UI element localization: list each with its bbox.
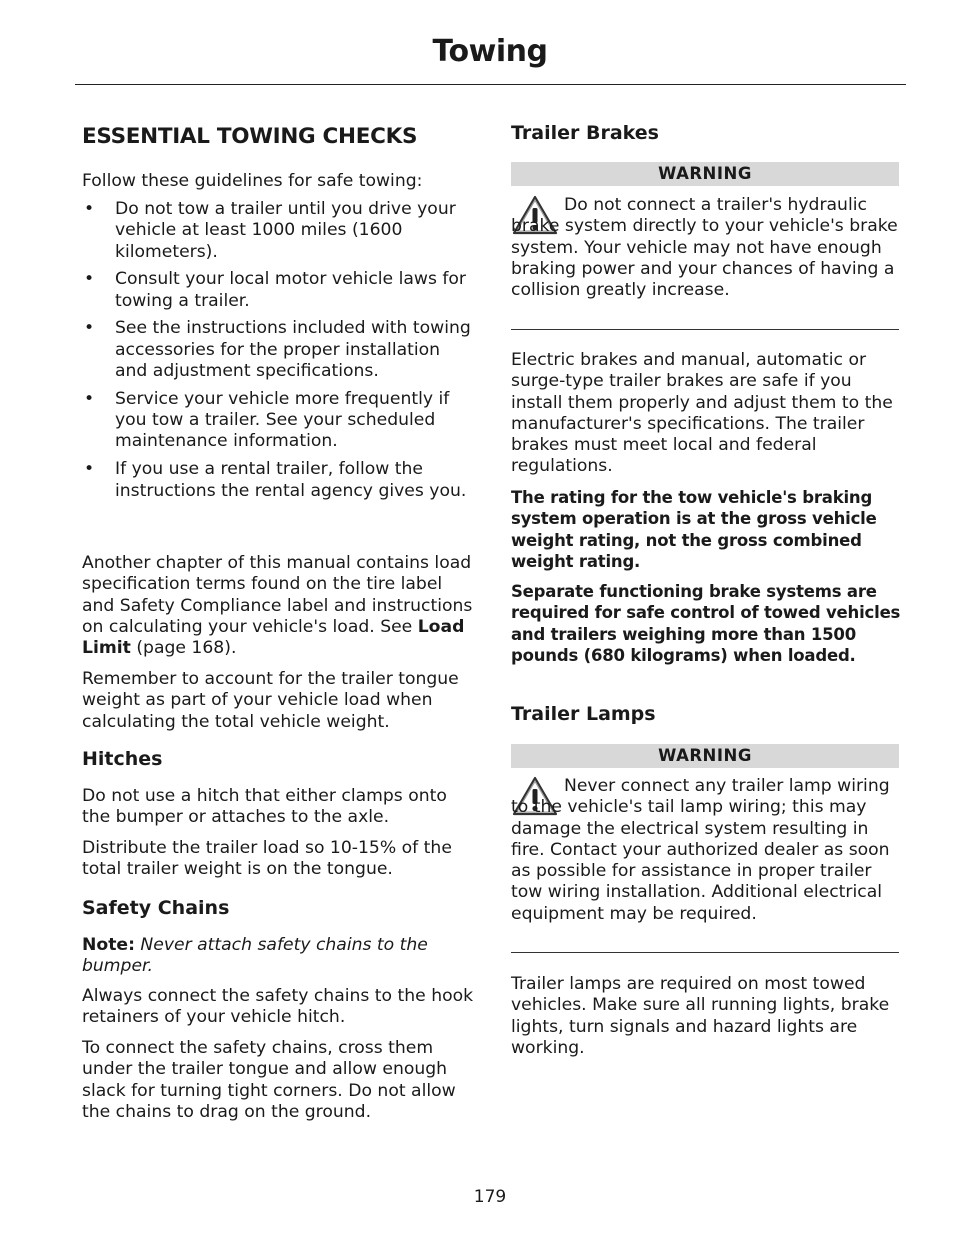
hitches-paragraph-2: Distribute the trailer load so 10-15% of the total trailer weight is on the tongue. <box>82 838 452 880</box>
list-item-text: Consult your local motor vehicle laws for towing a trailer. <box>115 269 466 311</box>
list-item <box>82 269 474 312</box>
brakes-warning-text: Do not connect a trailer's hydraulic brake system directly to your vehicle's brake system. Your vehicle may not have enough braking power and your chances of having a collision greatly increase. <box>511 195 898 301</box>
tongue-weight-paragraph: Remember to account for the trailer tongue weight as part of your vehicle load when calculating the total vehicle weight. <box>82 669 459 732</box>
list-item <box>82 459 474 502</box>
note-text: Never attach safety chains to the bumper. <box>82 935 428 977</box>
load-spec-text: Another chapter of this manual contains load specification terms found on the tire label and Safety Compliance label and instructions on calculating your vehicle's load. See <box>82 553 473 637</box>
list-item <box>82 389 474 453</box>
list-item <box>82 199 474 263</box>
page-number: 179 <box>473 1187 507 1207</box>
brakes-paragraph: Electric brakes and manual, automatic or surge-type trailer brakes are safe if you install them properly and adjust them to the manufacturer's specifications. The trailer brakes must meet local and federal regulations. <box>511 350 893 477</box>
warning-divider <box>511 952 899 953</box>
page-reference: (page 168). <box>130 638 237 659</box>
list-item <box>82 318 474 382</box>
list-item-text: Do not tow a trailer until you drive your vehicle at least 1000 miles (1600 kilometers). <box>115 199 456 262</box>
separate-brakes-note: Separate functioning brake systems are required for safe control of towed vehicles and trailers weighing more than 1500 pounds (680 kilograms) when loaded. <box>511 582 901 665</box>
lamps-warning-text: Never connect any trailer lamp wiring to the vehicle's tail lamp wiring; this may damage the electrical system resulting in fire. Contact your authorized dealer as soon as possible for assistance in proper trailer tow wiring installation. Additional electrical equipment may be required. <box>511 776 890 924</box>
list-item-text: If you use a rental trailer, follow the instructions the rental agency gives you. <box>115 459 467 501</box>
header-divider <box>75 84 906 85</box>
warning-banner: WARNING <box>511 744 899 768</box>
bullet-mark: • <box>84 199 95 219</box>
list-item-text: See the instructions included with towing accessories for the proper installation and adjustment specifications. <box>115 318 471 382</box>
chains-paragraph-1: Always connect the safety chains to the hook retainers of your vehicle hitch. <box>82 986 474 1028</box>
chains-paragraph-2: To connect the safety chains, cross them under the trailer tongue and allow enough slack for turning tight corners. Do not allow the chains to drag on the ground. <box>82 1038 456 1122</box>
hitches-paragraph-1: Do not use a hitch that either clamps onto the bumper or attaches to the axle. <box>82 786 447 828</box>
note-label: Note: <box>82 935 135 955</box>
trailer-brakes-heading: Trailer Brakes <box>511 122 659 144</box>
warning-banner: WARNING <box>511 162 899 186</box>
load-spec-paragraph <box>82 553 474 659</box>
lamps-paragraph: Trailer lamps are required on most towed vehicles. Make sure all running lights, brake lights, turn signals and hazard lights are working. <box>511 974 890 1058</box>
page-title: Towing <box>432 34 548 69</box>
intro-text: Follow these guidelines for safe towing: <box>82 171 423 191</box>
braking-rating-note: The rating for the tow vehicle's braking system operation is at the gross vehicle weight rating, not the gross combined weight rating. <box>511 488 877 571</box>
trailer-lamps-heading: Trailer Lamps <box>511 703 656 725</box>
list-item-text: Service your vehicle more frequently if you tow a trailer. See your scheduled maintenance information. <box>115 388 450 452</box>
bullet-mark: • <box>84 388 95 409</box>
load-limit-link[interactable]: Load Limit <box>82 616 465 659</box>
section-title: ESSENTIAL TOWING CHECKS <box>82 124 418 149</box>
safety-chains-heading: Safety Chains <box>82 897 230 919</box>
bullet-mark: • <box>84 318 95 339</box>
guidelines-list <box>82 199 474 508</box>
bullet-mark: • <box>84 459 95 480</box>
bullet-mark: • <box>84 269 95 290</box>
chains-note <box>82 935 474 978</box>
warning-divider <box>511 329 899 330</box>
hitches-heading: Hitches <box>82 748 163 770</box>
